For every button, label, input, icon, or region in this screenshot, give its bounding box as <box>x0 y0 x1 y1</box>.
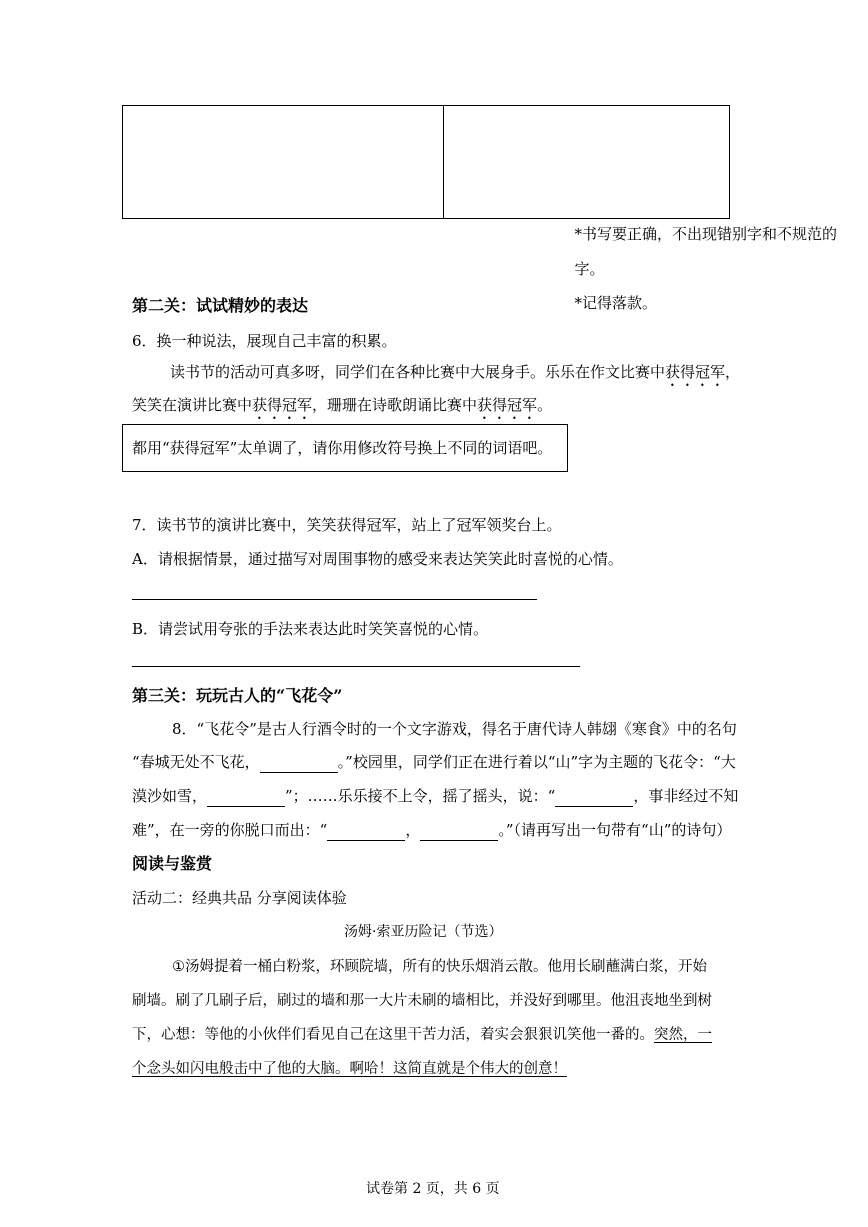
criteria-right-cell <box>444 106 838 312</box>
section2-title: 第二关：试试精妙的表达 <box>132 296 309 315</box>
q8-text: “春城无处不飞花， <box>132 753 260 771</box>
q6-text: ， <box>725 363 741 381</box>
q7-a: A．请根据情景，通过描写对周围事物的感受来表达笑笑此时喜悦的心情。 <box>132 550 623 568</box>
passage-text: 下，心想：等他的小伙伴们看见自己在这里干苦力活，着实会狠狠讥笑他一番的。 <box>132 1027 654 1043</box>
criteria-line-3: *记得落款。 <box>574 293 658 312</box>
q8-blank-5[interactable] <box>420 820 498 841</box>
q6-prompt: 6．换一种说法，展现自己丰富的积累。 <box>132 332 397 350</box>
q8-text: ，事非经过不知 <box>633 787 739 805</box>
q7-a-answer-line[interactable] <box>132 599 537 600</box>
q8-text: 漠沙如雪， <box>132 787 208 805</box>
q6-text: ，珊珊在诗歌朗诵比赛中 <box>312 396 478 414</box>
underlined-sentence: 突然，一 <box>654 1027 712 1043</box>
q8-line2 <box>132 752 736 773</box>
criteria-line-1: *书写要正确，不出现错别字和不规范的 <box>574 224 838 243</box>
reading-title: 阅读与鉴赏 <box>132 854 213 873</box>
q8-line3 <box>132 786 738 807</box>
q8-text: 。”校园里，同学们正在进行着以“山”字为主题的飞花令：“大 <box>337 753 736 771</box>
q8-blank-3[interactable] <box>555 786 633 807</box>
q8-text: ， <box>405 821 421 839</box>
q7-b: B．请尝试用夸张的手法来表达此时笑笑喜悦的心情。 <box>132 620 489 638</box>
q6-text: 读书节的活动可真多呀，同学们在各种比赛中大展身手。乐乐在作文比赛中 <box>170 363 666 381</box>
q8-blank-1[interactable] <box>260 752 338 773</box>
q6-hint: 都用“获得冠军”太单调了，请你用修改符号换上不同的词语吧。 <box>132 439 553 457</box>
criteria-line-2: 字。 <box>574 259 605 278</box>
emphasized-phrase: 获得冠军 <box>477 396 538 414</box>
q7-b-answer-line[interactable] <box>132 666 580 667</box>
criteria-left-cell <box>123 106 444 219</box>
q8-text: ”；……乐乐接不上令，摇了摇头，说：“ <box>285 787 556 805</box>
q8-text: 。”（请再写出一句带有“山”的诗句） <box>498 821 732 839</box>
q8-line1: 8．“飞花令”是古人行酒令时的一个文字游戏，得名于唐代诗人韩翃《寒食》中的名句 <box>172 720 737 738</box>
passage-title: 汤姆·索亚历险记（节选） <box>344 924 503 940</box>
q6-paragraph-line1 <box>170 362 740 390</box>
q7-prompt: 7．读书节的演讲比赛中，笑笑获得冠军，站上了冠军领奖台上。 <box>132 516 562 534</box>
q8-line4 <box>132 820 731 841</box>
q6-paragraph-line2 <box>132 395 552 423</box>
emphasized-phrase: 获得冠军 <box>252 396 313 414</box>
reading-activity: 活动二：经典共品 分享阅读体验 <box>132 889 347 907</box>
passage-line2: 刷墙。刷了几刷子后，刷过的墙和那一大片未刷的墙相比，并没好到哪里。他沮丧地坐到树 <box>132 993 712 1009</box>
q8-text: 难”，在一旁的你脱口而出：“ <box>132 821 328 839</box>
section3-title: 第三关：玩玩古人的“飞花令” <box>132 686 343 705</box>
page-footer: 试卷第 2 页，共 6 页 <box>366 1181 500 1197</box>
emphasized-phrase: 获得冠军 <box>665 363 726 381</box>
q6-text: 。 <box>537 396 553 414</box>
q8-blank-2[interactable] <box>207 786 285 807</box>
passage-line1: ①汤姆提着一桶白粉浆，环顾院墙，所有的快乐烟消云散。他用长刷蘸满白浆，开始 <box>172 959 707 975</box>
passage-line4: 个念头如闪电般击中了他的大脑。啊哈！这简直就是个伟大的创意！ <box>132 1061 567 1077</box>
q6-text: 笑笑在演讲比赛中 <box>132 396 253 414</box>
q8-blank-4[interactable] <box>327 820 405 841</box>
passage-line3 <box>132 1025 712 1045</box>
